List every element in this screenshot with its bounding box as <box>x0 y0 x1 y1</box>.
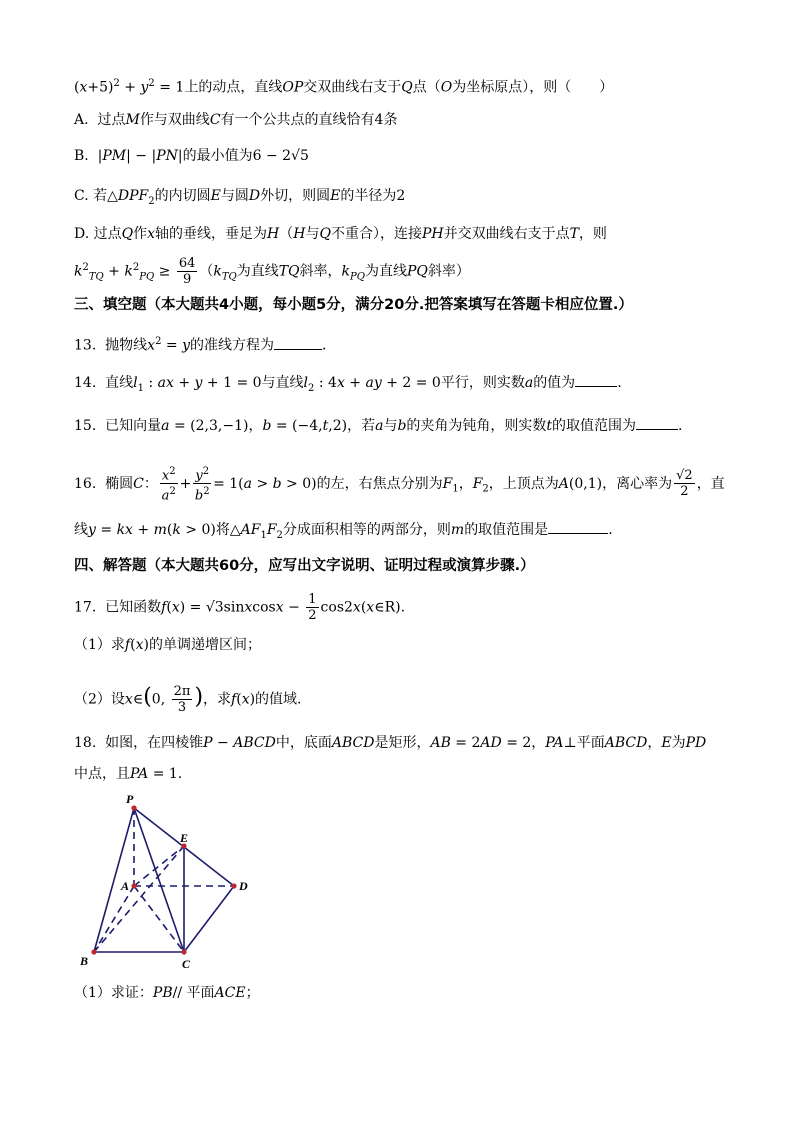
edge-AB <box>94 886 134 952</box>
q13: 13. 抛物线$x^2 = y$的准线方程为 . <box>74 336 327 354</box>
label-D: D <box>239 879 248 893</box>
q17-part1: （1）求f(x)的单调递增区间； <box>74 637 261 653</box>
label-C: C <box>182 957 191 971</box>
point-D <box>231 883 236 888</box>
q17-stem: 17. 已知函数f(x) = √3sinxcosx − $\frac{1}{2}$ cos2x(x∈R). <box>74 592 406 623</box>
q18-part1: （1）求证：PB// 平面ACE； <box>74 985 260 1001</box>
pyramid-figure <box>74 790 254 975</box>
q18-stem2: 中点，且PA = 1. <box>74 766 183 782</box>
point-P <box>131 805 136 810</box>
p12-option-d: D. 过点Q作x轴的垂线，垂足为H（H与Q不重合），连接PH并交双曲线右支于点T，则 <box>74 226 607 242</box>
p12-option-a: A. 过点M作与双曲线C有一个公共点的直线恰有4条 <box>74 112 398 128</box>
edge-BE <box>94 846 184 952</box>
point-A <box>131 883 136 888</box>
q15: 15. 已知向量a = (2,3,−1)，b = (−4,t,2)，若a与b的夹角为钝角，则实数t的取值范围为 . <box>74 418 683 434</box>
label-P: P <box>126 792 134 806</box>
q16-line1: 16. 椭圆C： $\frac{x^2}{a^2}$ + $\frac{y^2}{b^2}$ = 1(a > b > 0)的左，右焦点分别为$F_1$，$F_2$，上顶点为A(0,1)，离心率为 $\frac{√2}{2}$ ，直 <box>74 466 725 504</box>
p12-option-b: B. |PM| − |PN|的最小值为6 − 2√5 <box>74 148 309 164</box>
label-E: E <box>180 831 189 845</box>
q16-line2: 线y = kx + m(k > 0)将$\triangle AF_1F_2$分成面积相等的两部分，则m的取值范围是 . <box>74 522 613 541</box>
p12-line1: $(x+5)^2 + y^2 = 1$上的动点，直线OP交双曲线右支于Q点（O为坐标原点），则（ ） <box>74 78 614 96</box>
q14: 14. 直线$l_1$ : ax + y + 1 = 0与直线$l_2$ : 4x + ay + 2 = 0平行，则实数a的值为 . <box>74 375 622 394</box>
section4-heading: 四、解答题（本大题共60分，应写出文字说明、证明过程或演算步骤.） <box>74 558 535 574</box>
q18-stem1: 18. 如图，在四棱锥P − ABCD中，底面ABCD是矩形，AB = 2AD = 2，PA⊥平面ABCD，E为PD <box>74 735 707 751</box>
edge-CD <box>184 886 234 952</box>
point-C <box>181 949 186 954</box>
section3-heading: 三、填空题（本大题共4小题，每小题5分，满分20分.把答案填写在答题卡相应位置.） <box>74 297 633 313</box>
label-A: A <box>121 879 130 893</box>
p12-option-c: C. 若$\triangle DPF_2$的内切圆E与圆D外切，则圆E的半径为2 <box>74 188 406 207</box>
q17-part2: （2）设x∈(0, $\frac{2\pi}{3}$ )，求f(x)的值域. <box>74 684 302 715</box>
edge-PC <box>134 808 184 952</box>
p12-option-d2: $k^2_{TQ} + k^2_{PQ}$ ≥ $\frac{64}{9}$ （$k_{TQ}$为直线TQ斜率，$k_{PQ}$为直线PQ斜率） <box>74 256 470 287</box>
point-B <box>91 949 96 954</box>
label-B: B <box>80 954 89 968</box>
